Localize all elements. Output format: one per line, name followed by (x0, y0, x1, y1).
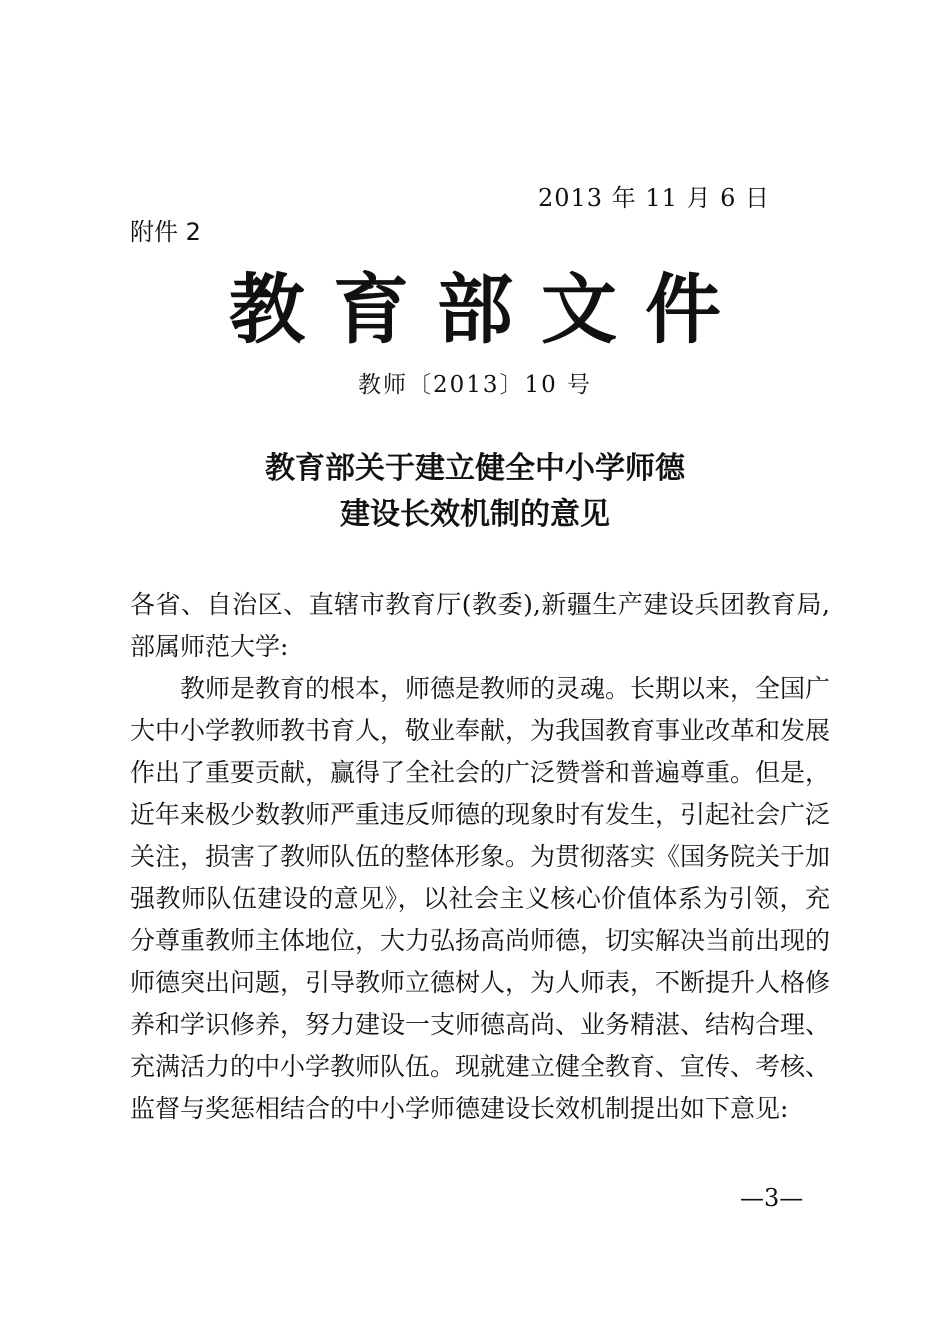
document-title (0, 446, 950, 538)
body-paragraph: 教师是教育的根本，师德是教师的灵魂。长期以来，全国广大中小学教师教书育人，敬业奉献，为我国教育事业改革和发展作出了重要贡献，赢得了全社会的广泛赞誉和普遍尊重。但是，近年来极少数教师严重违反师德的现象时有发生，引起社会广泛关注，损害了教师队伍的整体形象。为贯彻落实《国务院关于加强教师队伍建设的意见》，以社会主义核心价值体系为引领，充分尊重教师主体地位，大力弘扬高尚师德，切实解决当前出现的师德突出问题，引导教师立德树人，为人师表，不断提升人格修养和学识修养，努力建设一支师德高尚、业务精湛、结构合理、充满活力的中小学教师队伍。现就建立健全教育、宣传、考核、监督与奖惩相结合的中小学师德建设长效机制提出如下意见: (130, 674, 831, 1123)
salutation: 各省、自治区、直辖市教育厅(教委),新疆生产建设兵团教育局,部属师范大学: (130, 590, 830, 661)
document-title-line-2: 建设长效机制的意见 (340, 497, 610, 532)
attachment-label: 附件 2 (130, 218, 201, 246)
page-number: —3— (740, 1184, 804, 1212)
document-title-line-1: 教育部关于建立健全中小学师德 (265, 451, 685, 486)
document-header-title: 教育部文件 (229, 265, 749, 354)
document-number: 教师〔2013〕10 号 (357, 372, 593, 398)
document-date: 2013 年 11 月 6 日 (538, 184, 771, 212)
document-body (130, 584, 830, 1130)
